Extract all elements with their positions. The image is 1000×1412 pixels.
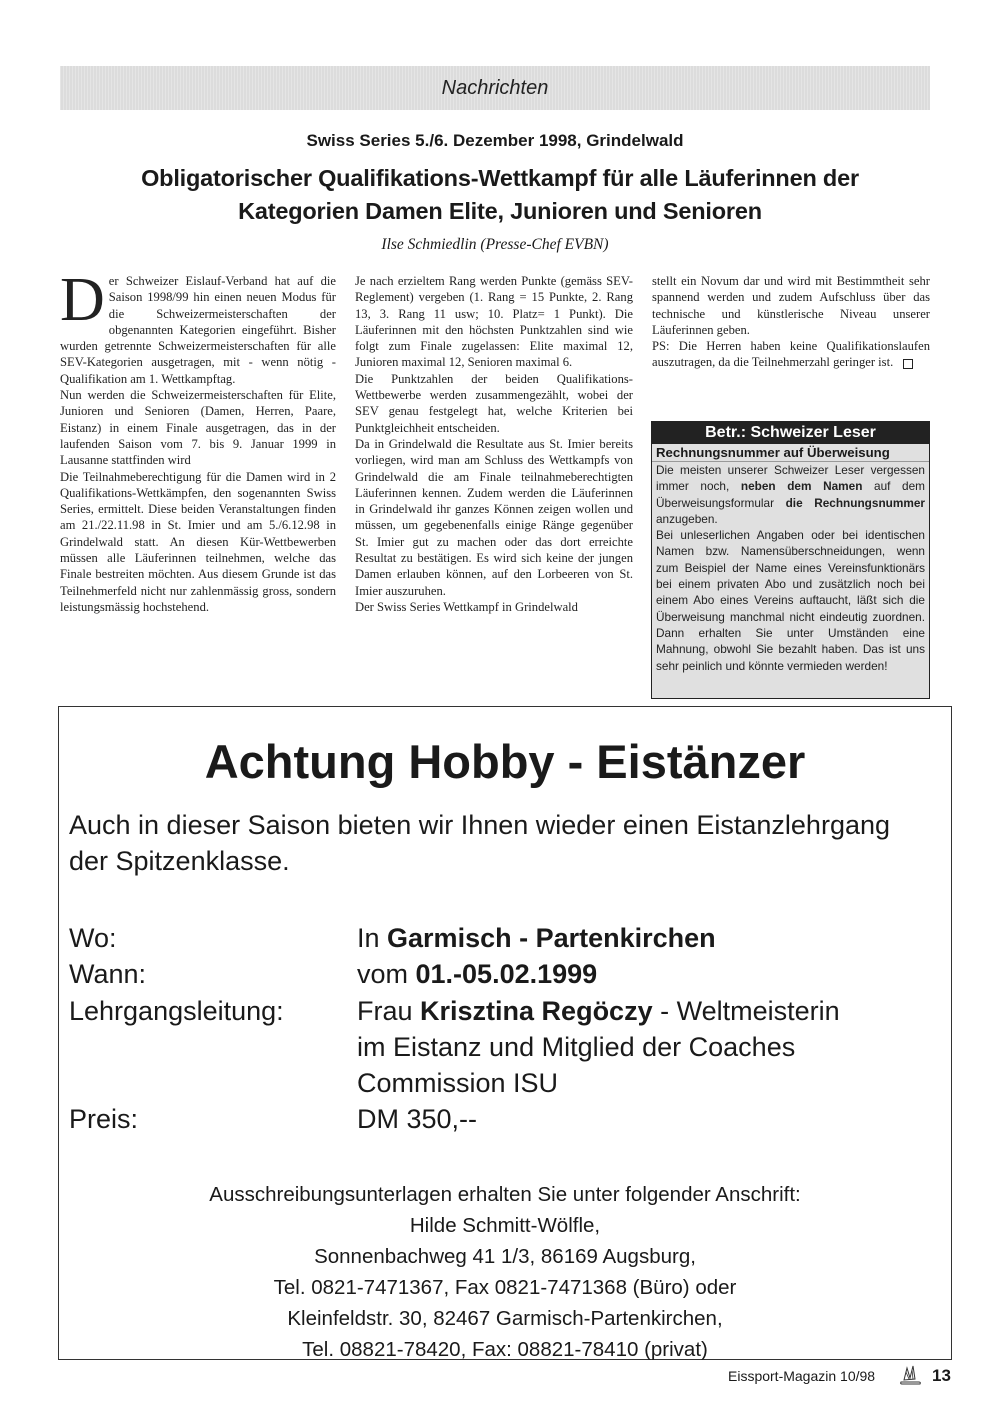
bold-text: Krisztina Regöczy <box>420 996 653 1026</box>
ad-label-leader: Lehrgangsleitung: <box>69 996 284 1026</box>
article-kicker: Swiss Series 5./6. Dezember 1998, Grindelwald <box>306 131 684 150</box>
article-column-1 <box>60 266 336 615</box>
text: Frau <box>357 996 421 1026</box>
drop-cap: D <box>60 266 105 334</box>
text: im Eistanz und Mitglied der Coaches <box>357 1032 796 1062</box>
ad-label-price: Preis: <box>69 1104 139 1134</box>
notice-paragraph-1 <box>656 462 925 527</box>
contact-line: Tel. 08821-78420, Fax: 08821-78410 (privat) <box>302 1338 708 1361</box>
paragraph <box>652 338 930 371</box>
ad-value-when <box>357 956 937 992</box>
bold-text: Garmisch - Partenkirchen <box>387 923 716 953</box>
section-banner <box>60 66 930 110</box>
headline-line-2: Kategorien Damen Elite, Junioren und Senioren <box>238 198 762 224</box>
paragraph: Die Teilnahmeberechtigung für die Damen wird in 2 Qualifikations-Wettkämpfen, den sogenannten Swiss Series, ermittelt. Diese beiden Veranstaltungen finden am 21./22.11.98 in St. Imier und am 5./6.12.98 in Grindelwald statt. An diesen Kür-Wettbewerben müssen alle Läuferinnen teilnehmen, welche das Finale bestreiten möchten. Aus diesem Grunde ist das Teilnehmerfeld nicht nur zahlenmässig gross, sondern leistungsmässig hochstehend. <box>60 469 336 614</box>
ad-label-where: Wo: <box>69 923 117 953</box>
contact-line: Sonnenbachweg 41 1/3, 86169 Augsburg, <box>314 1245 696 1268</box>
ad-contact <box>59 1179 951 1365</box>
ps-text: PS: Die Herren haben keine Qualifikationslaufen auszutragen, da die Teilnehmerzahl geringer ist. <box>652 339 930 370</box>
notice-subtitle: Rechnungsnummer auf Überweisung <box>652 445 929 462</box>
bold-text: die Rechnungsnummer <box>785 495 925 510</box>
ad-title: Achtung Hobby - Eistänzer <box>204 735 806 788</box>
ad-label-when: Wann: <box>69 959 147 989</box>
paragraph: Je nach erzieltem Rang werden Punkte (gemäss SEV-Reglement) vergeben (1. Rang = 15 Punkte, 2. Rang 13, 3. Rang 11 usw; 10. Platz= 1 Punkt). Die Läuferinnen mit den höchsten Punktzahlen sind wie folgt zum Finale zugelassen: Elite maximal 12, Junioren maximal 12, Senioren maximal 6. <box>355 274 633 370</box>
text: Die meisten unserer Schweizer Leser vergessen immer noch, <box>656 463 925 494</box>
bold-text: 01.-05.02.1999 <box>415 959 598 989</box>
paragraph: Die Punktzahlen der beiden Qualifikations-Wettbewerbe werden zusammengezählt, wobei der SEV genau festgelegt hat, welche Kriterien bei Punktgleichheit entscheiden. <box>355 371 633 435</box>
footer-magazine: Eissport-Magazin 10/98 <box>728 1368 876 1384</box>
bold-text: neben dem Namen <box>740 479 863 494</box>
end-mark-icon <box>903 359 913 369</box>
swiss-readers-notice <box>651 421 930 699</box>
paragraph: stellt ein Novum dar und wird mit Bestimmtheit sehr spannend werden und zudem Aufschluss über das technische und künstlerische Niveau unserer Läuferinnen geben. <box>652 274 930 337</box>
notice-body <box>652 462 929 674</box>
contact-line: Hilde Schmitt-Wölfle, <box>409 1214 601 1237</box>
ad-value-where <box>357 920 937 956</box>
ad-value-price: DM 350,-- <box>357 1104 478 1134</box>
text: auf dem Überweisungsformular <box>656 479 925 510</box>
contact-line: Kleinfeldstr. 30, 82467 Garmisch-Partenkirchen, <box>287 1307 723 1330</box>
article-column-3 <box>652 273 930 371</box>
skate-logo-icon <box>898 1364 922 1386</box>
ad-value-leader <box>357 993 937 1101</box>
paragraph: Nun werden die Schweizermeisterschaften für Elite, Junioren und Senioren (Damen, Herren, Paare, Eistanz) in einem Finale ausgetragen, das in der laufenden Saison vom 7. bis 9. Januar 1999 in Lausanne stattfinden wird <box>60 388 336 468</box>
article-byline: Ilse Schmiedlin (Presse-Chef EVBN) <box>381 236 609 253</box>
notice-paragraph-2: Bei unleserlichen Angaben oder bei identischen Namen bzw. Namensüberschneidungen, wenn zum Beispiel der Name eines Vereinsfunktionärs bei einem privaten Abo und zusätzlich noch bei einem Abo eines Vereins auftaucht, läßt sich die Überweisung manchmal nicht eindeutig zuordnen. Dann erhalten Sie unter Umständen eine Mahnung, obwohl Sie bezahlt haben. Das ist uns sehr peinlich und könnte vermieden werden! <box>656 528 925 673</box>
text: vom <box>357 959 416 989</box>
text: - Weltmeisterin <box>652 996 840 1026</box>
notice-title: Betr.: Schweizer Leser <box>652 422 929 444</box>
paragraph: Da in Grindelwald die Resultate aus St. Imier bereits vorliegen, wird man am Schluss des Wettkampfs von Grindelwald die am Finale teilnahmeberechtigten Läuferinnen kennen. Zudem werden die Läuferinnen in Grindelwald ihr ganzes Können zeigen wollen und müssen, um gegebenenfalls einige Ränge gegenüber St. Imier gut zu machen oder das dort erreichte Resultat zu bestätigen. Es wird sich keine der jungen Damen erlauben können, auf den Lorbeeren von St. Imier auszuruhen. <box>355 436 633 598</box>
contact-line: Tel. 0821-7471367, Fax 0821-7471368 (Büro) oder <box>273 1276 737 1299</box>
page-number: 13 <box>932 1366 951 1385</box>
text: anzugeben. <box>656 511 718 526</box>
article-headline <box>40 162 960 228</box>
headline-line-1: Obligatorischer Qualifikations-Wettkampf für alle Läuferinnen der <box>141 165 859 191</box>
paragraph: Der Swiss Series Wettkampf in Grindelwald <box>355 599 578 614</box>
contact-line: Ausschreibungsunterlagen erhalten Sie unter folgender Anschrift: <box>209 1183 801 1206</box>
article-column-2 <box>355 273 633 615</box>
text: In <box>357 923 388 953</box>
text: Commission ISU <box>357 1068 559 1098</box>
section-title: Nachrichten <box>441 76 549 99</box>
ad-intro: Auch in dieser Saison bieten wir Ihnen wieder einen Eistanzlehrgang der Spitzenklasse. <box>69 810 891 876</box>
advertisement-box <box>58 706 952 1360</box>
paragraph: er Schweizer Eislauf-Verband hat auf die Saison 1998/99 hin einen neuen Modus für die Schweizermeisterschaften der obgenannten Kategorien eingeführt. Bisher wurden getrennte Schweizermeisterschaften für alle SEV-Kategorien ausgetragen, mit - wenn nötig - Qualifikation am 1. Wettkampftag. <box>60 274 336 386</box>
